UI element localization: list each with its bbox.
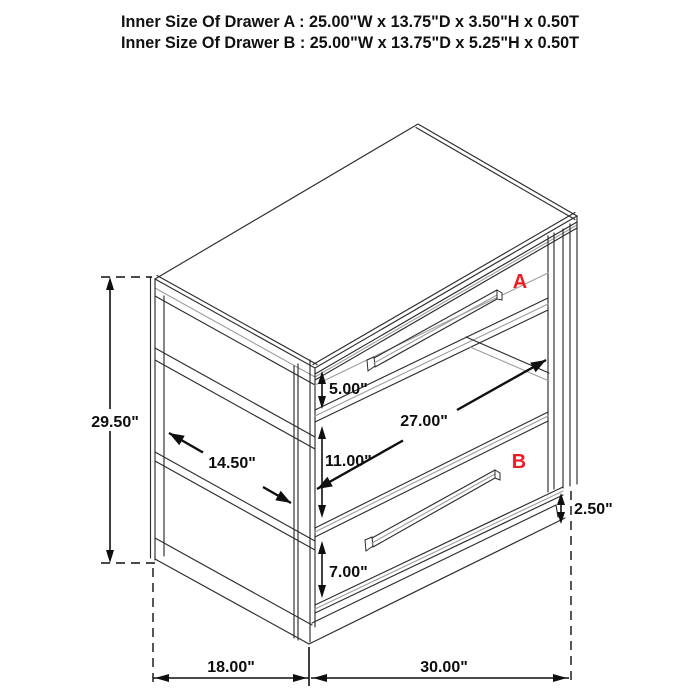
dim-base-height-label: 2.50" bbox=[574, 501, 613, 518]
dim-shelf-depth bbox=[169, 433, 291, 503]
dim-overall-height bbox=[91, 277, 160, 563]
front-left-stile bbox=[294, 360, 315, 642]
dim-drawer-a-height-label: 5.00" bbox=[329, 381, 368, 398]
front-right-stile bbox=[548, 216, 577, 492]
drawer-b-handle bbox=[365, 470, 500, 551]
title-drawer-b-size: Inner Size Of Drawer B : 25.00"W x 13.75"D x 5.25"H x 0.50T bbox=[121, 33, 580, 52]
dim-shelf-opening-height-label: 11.00" bbox=[325, 453, 372, 470]
dim-shelf-depth-label: 14.50" bbox=[208, 455, 256, 472]
top-panel bbox=[155, 124, 577, 385]
bottom-extension-lines bbox=[153, 491, 571, 686]
dimension-annotations bbox=[91, 277, 613, 686]
dim-overall-width-label: 30.00" bbox=[420, 659, 468, 676]
dim-overall-height-label: 29.50" bbox=[91, 414, 139, 431]
drawer-b bbox=[315, 412, 563, 613]
dim-overall-depth-label: 18.00" bbox=[207, 659, 255, 676]
drawer-a-letter: A bbox=[512, 271, 528, 293]
dim-drawer-b-height bbox=[318, 541, 368, 598]
dim-drawer-a-height bbox=[318, 371, 368, 409]
dim-drawer-b-height-label: 7.00" bbox=[329, 564, 368, 581]
dim-overall-depth bbox=[153, 659, 309, 682]
diagram-title bbox=[121, 12, 580, 52]
title-drawer-a-size: Inner Size Of Drawer A : 25.00"W x 13.75"D x 3.50"H x 0.50T bbox=[121, 12, 580, 31]
dim-overall-width bbox=[311, 659, 569, 682]
drawer-b-letter: B bbox=[511, 451, 527, 473]
dim-opening-width-label: 27.00" bbox=[400, 413, 448, 430]
dim-base-height bbox=[557, 493, 613, 524]
